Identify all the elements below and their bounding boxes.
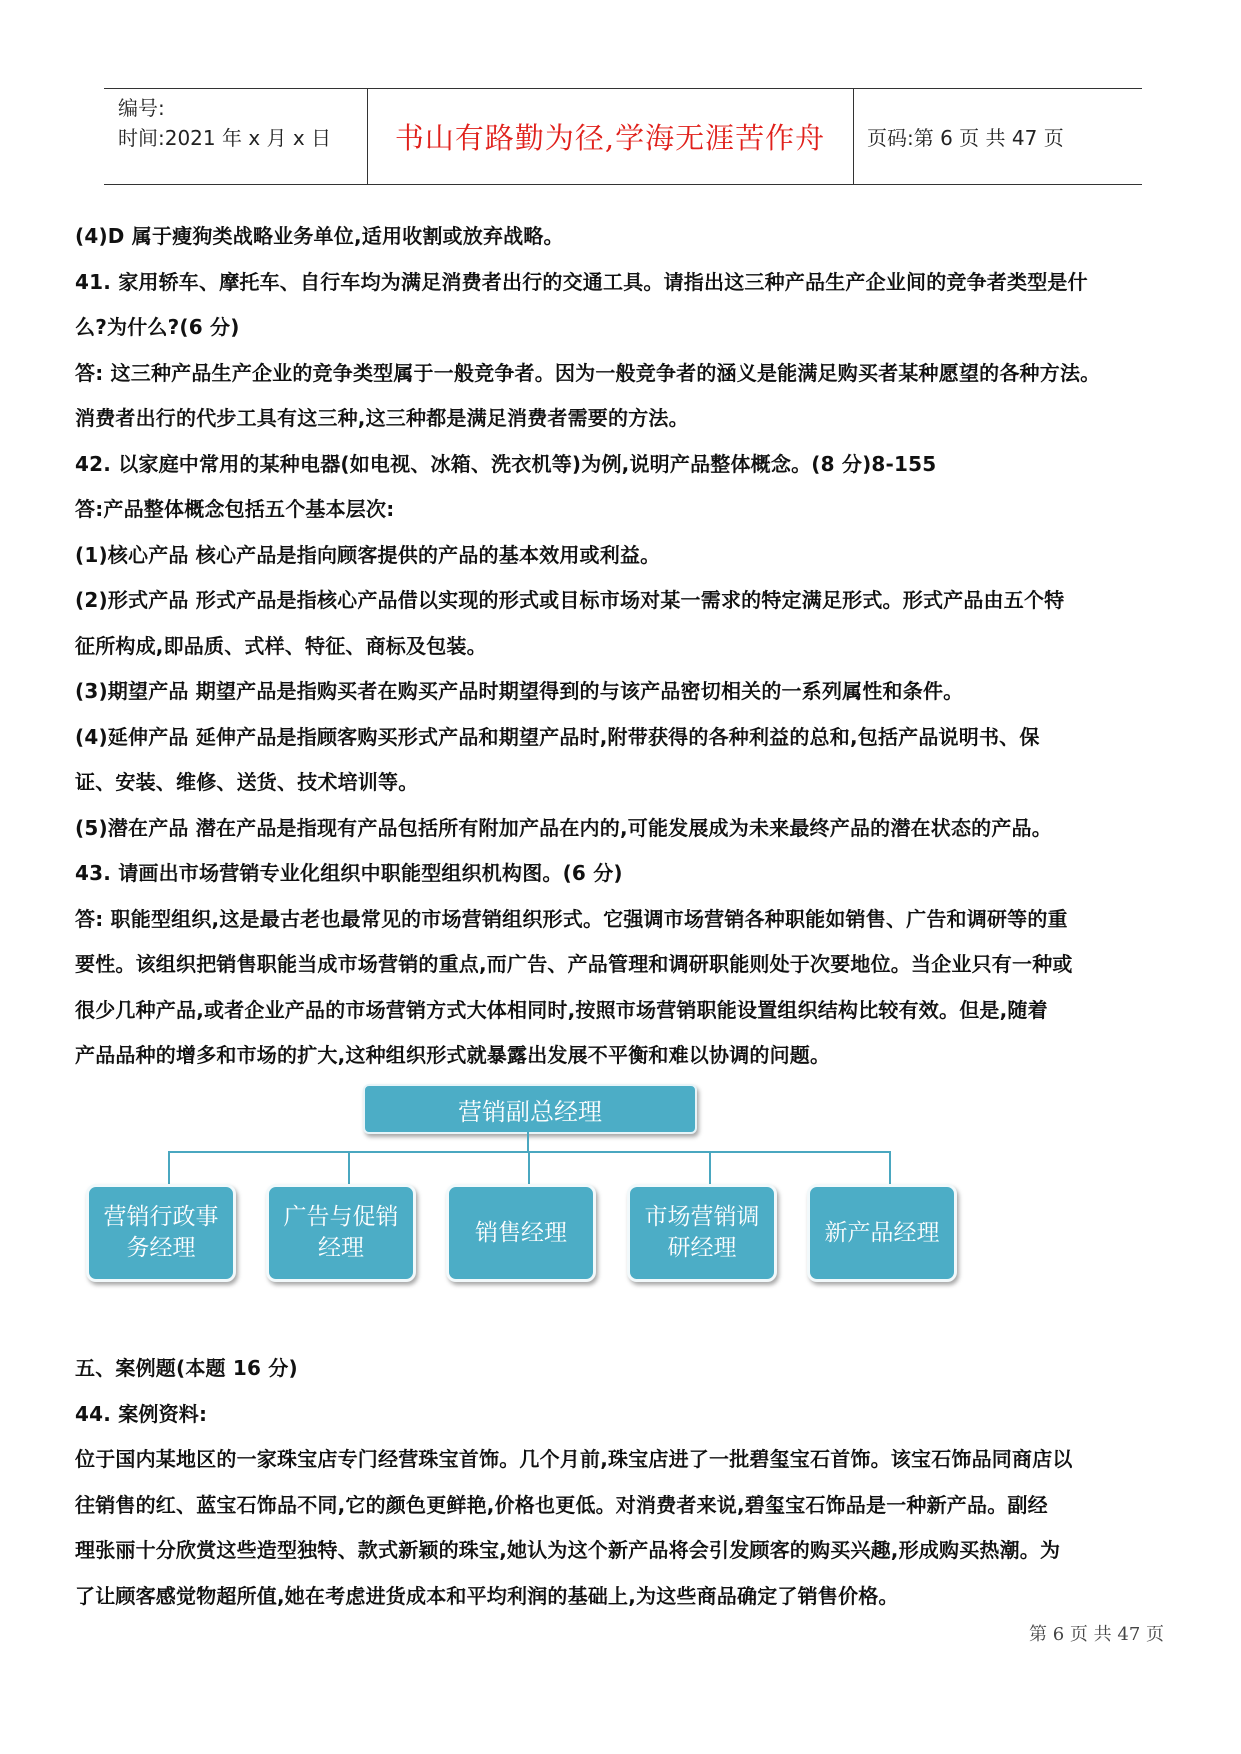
- page-footer: 第 6 页 共 47 页: [1029, 1624, 1164, 1645]
- org-box-admin: 营销行政事务经理: [86, 1184, 236, 1282]
- page-info: 页码:第 6 页 共 47 页: [867, 126, 1064, 150]
- paragraph: (1)核心产品 核心产品是指向顾客提供的产品的基本效用或利益。: [75, 542, 661, 567]
- paragraph: 产品品种的增多和市场的扩大,这种组织形式就暴露出发展不平衡和难以协调的问题。: [75, 1043, 831, 1067]
- org-connector: [527, 1132, 529, 1152]
- org-chart: [80, 1078, 980, 1298]
- org-connector: [889, 1151, 891, 1186]
- paragraph: 答:产品整体概念包括五个基本层次:: [75, 497, 395, 521]
- org-connector: [168, 1151, 170, 1186]
- paragraph: 么?为什么?(6 分): [75, 315, 240, 339]
- paragraph: 征所构成,即品质、式样、特征、商标及包装。: [75, 633, 487, 658]
- paragraph: 43. 请画出市场营销专业化组织中职能型组织机构图。(6 分): [75, 861, 623, 885]
- org-box-research: 市场营销调研经理: [627, 1184, 777, 1282]
- paragraph: 位于国内某地区的一家珠宝店专门经营珠宝首饰。几个月前,珠宝店进了一批碧玺宝石首饰。该宝石饰品同商店以: [75, 1447, 1073, 1471]
- paragraph: 很少几种产品,或者企业产品的市场营销方式大体相同时,按照市场营销职能设置组织结构比较有效。但是,随着: [75, 997, 1048, 1022]
- paragraph: 理张丽十分欣赏这些造型独特、款式新颖的珠宝,她认为这个新产品将会引发顾客的购买兴趣,形成购买热潮。为: [75, 1538, 1061, 1562]
- paragraph: (2)形式产品 形式产品是指核心产品借以实现的形式或目标市场对某一需求的特定满足形式。形式产品由五个特: [75, 588, 1065, 612]
- paragraph: 证、安装、维修、送货、技术培训等。: [75, 770, 419, 794]
- number-label: 编号:: [118, 96, 165, 120]
- org-connector: [709, 1151, 711, 1186]
- header-left-cell: [104, 89, 368, 184]
- time-label: 时间:2021 年 x 月 x 日: [118, 126, 332, 150]
- paragraph: 了让顾客感觉物超所值,她在考虑进货成本和平均利润的基础上,为这些商品确定了销售价格。: [75, 1583, 899, 1608]
- org-box-advertising: 广告与促销经理: [266, 1184, 416, 1282]
- paragraph: 答: 这三种产品生产企业的竞争类型属于一般竞争者。因为一般竞争者的涵义是能满足购买者某种愿望的各种方法。: [75, 360, 1101, 385]
- main-content: [75, 214, 1175, 1079]
- motto-text: 书山有路勤为径,学海无涯苦作舟: [394, 121, 826, 155]
- section-heading: 五、案例题(本题 16 分): [75, 1356, 298, 1380]
- paragraph: 41. 家用轿车、摩托车、自行车均为满足消费者出行的交通工具。请指出这三种产品生产企业间的竞争者类型是什: [75, 269, 1088, 294]
- paragraph: (3)期望产品 期望产品是指购买者在购买产品时期望得到的与该产品密切相关的一系列属性和条件。: [75, 679, 964, 703]
- org-box-sales: 销售经理: [446, 1184, 596, 1282]
- paragraph: (4)D 属于瘦狗类战略业务单位,适用收割或放弃战略。: [75, 224, 564, 248]
- paragraph: 44. 案例资料:: [75, 1401, 208, 1426]
- paragraph: 答: 职能型组织,这是最古老也最常见的市场营销组织形式。它强调市场营销各种职能如销售、广告和调研等的重: [75, 906, 1068, 931]
- paragraph: 消费者出行的代步工具有这三种,这三种都是满足消费者需要的方法。: [75, 406, 689, 430]
- header-right-cell: [853, 89, 1142, 184]
- org-box-new-product: 新产品经理: [807, 1184, 957, 1282]
- org-connector: [528, 1151, 530, 1186]
- case-section: [75, 1346, 1175, 1619]
- page-header: [104, 88, 1142, 185]
- org-connector: [348, 1151, 350, 1186]
- paragraph: (5)潜在产品 潜在产品是指现有产品包括所有附加产品在内的,可能发展成为未来最终产品的潜在状态的产品。: [75, 815, 1052, 840]
- org-top-box: 营销副总经理: [363, 1084, 697, 1134]
- paragraph: 往销售的红、蓝宝石饰品不同,它的颜色更鲜艳,价格也更低。对消费者来说,碧玺宝石饰品是一种新产品。副经: [75, 1492, 1048, 1517]
- paragraph: 要性。该组织把销售职能当成市场营销的重点,而广告、产品管理和调研职能则处于次要地位。当企业只有一种或: [75, 952, 1073, 976]
- paragraph: (4)延伸产品 延伸产品是指顾客购买形式产品和期望产品时,附带获得的各种利益的总和,包括产品说明书、保: [75, 724, 1040, 749]
- paragraph: 42. 以家庭中常用的某种电器(如电视、冰箱、洗衣机等)为例,说明产品整体概念。(8 分)8-155: [75, 451, 937, 476]
- header-motto-cell: [367, 89, 854, 184]
